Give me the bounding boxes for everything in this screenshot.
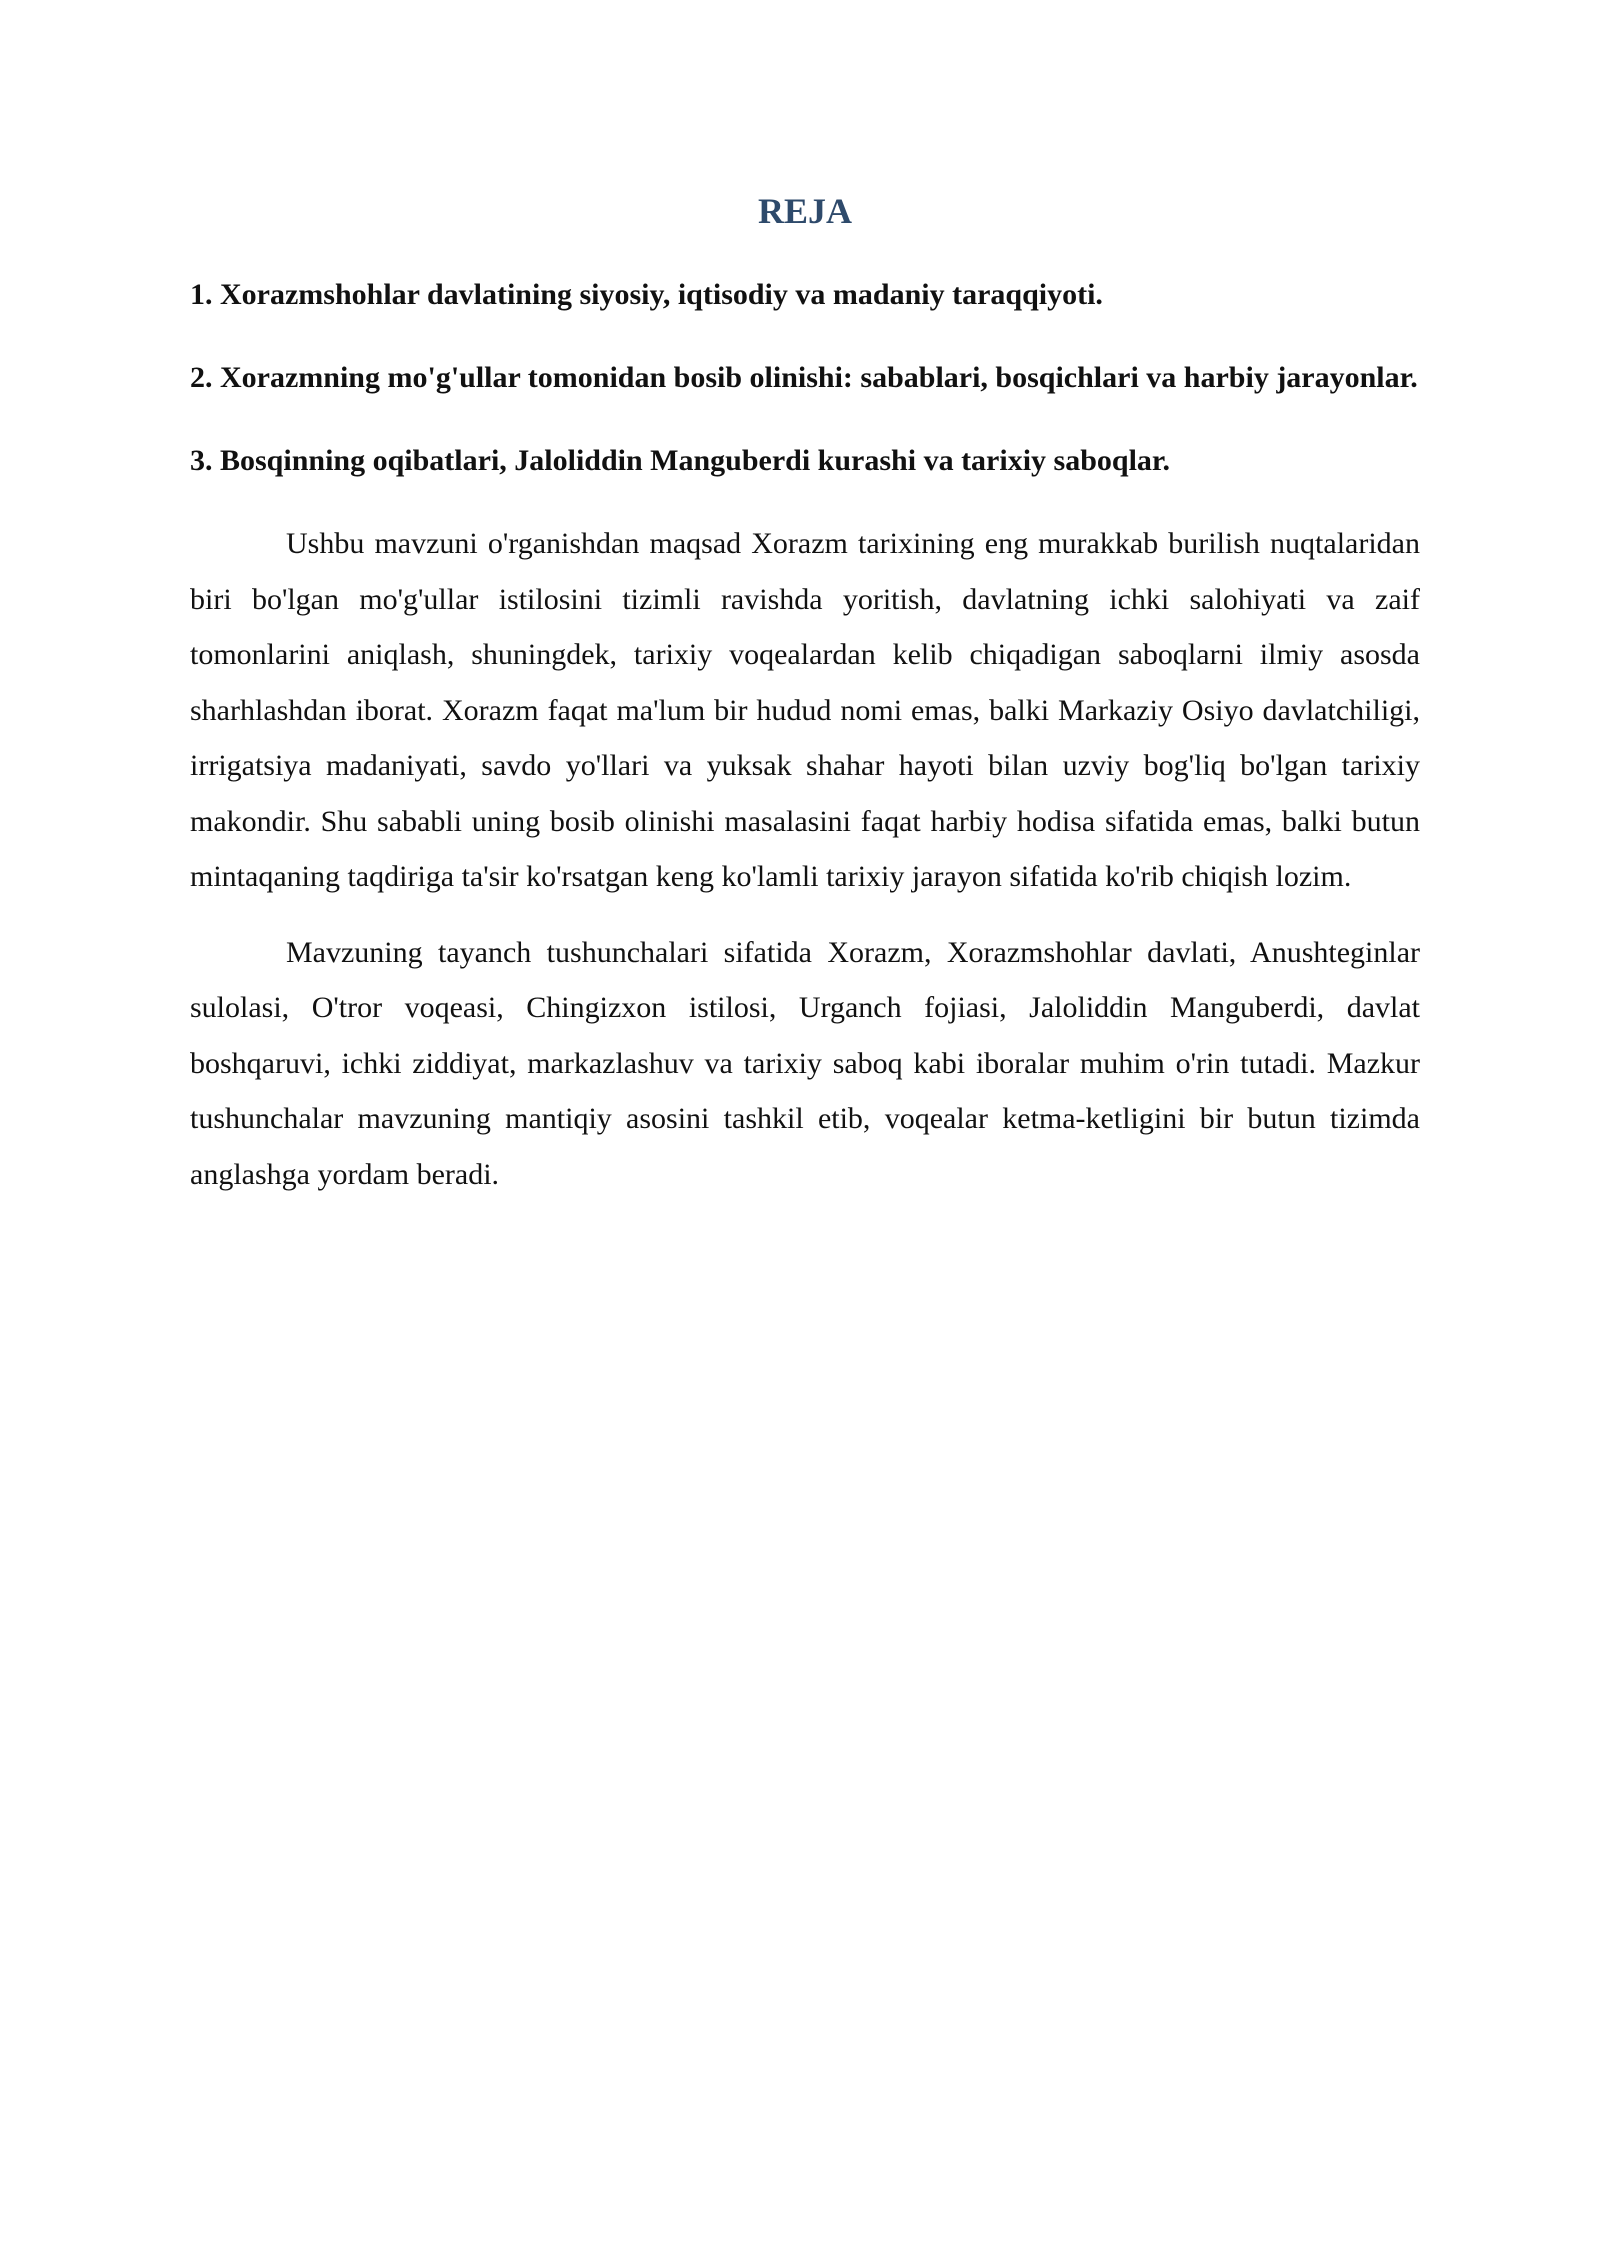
plan-item-1: 1. Xorazmshohlar davlatining siyosiy, iqtisodiy va madaniy taraqqiyoti.: [190, 278, 1103, 311]
paragraph-key-concepts: Mavzuning tayanch tushunchalari sifatida Xorazm, Xorazmshohlar davlati, Anushteginlar sulolasi, O'tror voqeasi, Chingizxon istilosi, Urganch fojiasi, Jaloliddin Manguberdi, davlat boshqaruvi, ichki ziddiyat, markazlashuv va tarixiy saboq kabi iboralar muhim o'rin tutadi. Mazkur tushunchalar mavzuning mantiqiy asosini tashkil etib, voqealar ketma-ketligini bir butun tizimda anglashga yordam beradi.: [190, 935, 1420, 1191]
plan-item-3: 3. Bosqinning oqibatlari, Jaloliddin Manguberdi kurashi va tarixiy saboqlar.: [190, 444, 1170, 477]
body-text: [190, 516, 1420, 1202]
paragraph-purpose: Ushbu mavzuni o'rganishdan maqsad Xorazm tarixining eng murakkab burilish nuqtalaridan biri bo'lgan mo'g'ullar istilosini tizimli ravishda yoritish, davlatning ichki salohiyati va zaif tomonlarini aniqlash, shuningdek, tarixiy voqealardan kelib chiqadigan saboqlarni ilmiy asosda sharhlashdan iborat. Xorazm faqat ma'lum bir hudud nomi emas, balki Markaziy Osiyo davlatchiligi, irrigatsiya madaniyati, savdo yo'llari va yuksak shahar hayoti bilan uzviy bog'liq bo'lgan tarixiy makondir. Shu sababli uning bosib olinishi masalasini faqat harbiy hodisa sifatida emas, balki butun mintaqaning taqdiriga ta'sir ko'rsatgan keng ko'lamli tarixiy jarayon sifatida ko'rib chiqish lozim.: [190, 527, 1420, 893]
plan-list: [190, 267, 1420, 489]
document-title: REJA: [757, 191, 852, 231]
page-content: [190, 185, 1420, 1222]
plan-item-2: 2. Xorazmning mo'g'ullar tomonidan bosib olinishi: sabablari, bosqichlari va harbiy jarayonlar.: [190, 361, 1418, 394]
